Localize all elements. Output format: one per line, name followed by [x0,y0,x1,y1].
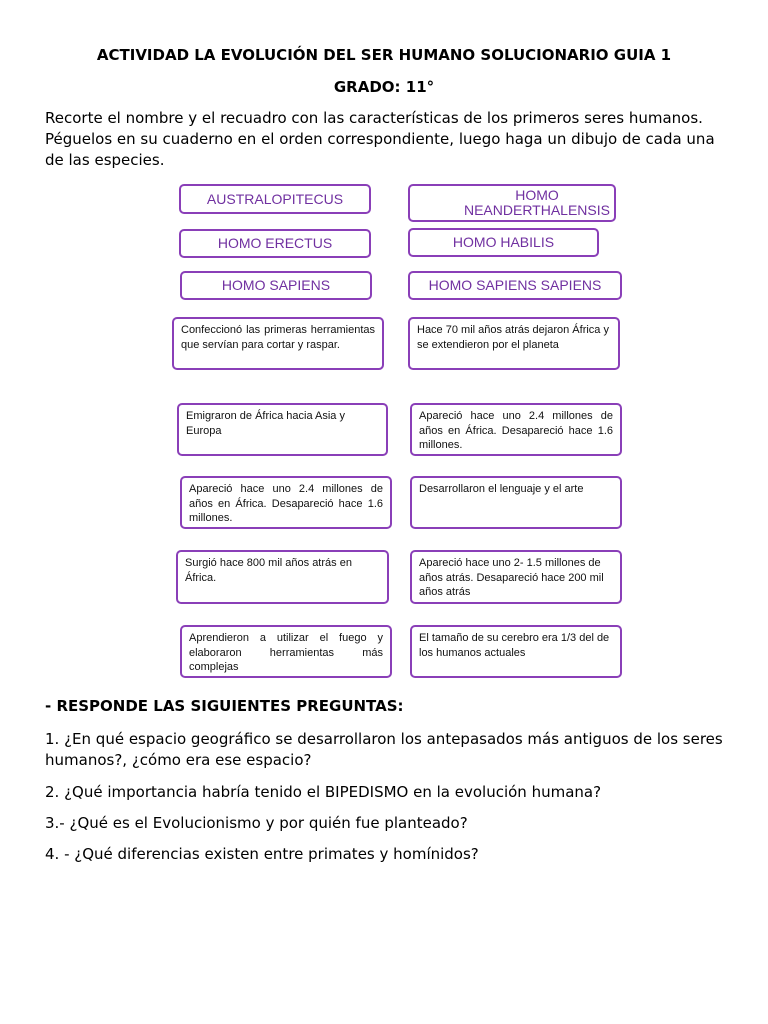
characteristic-card: Apareció hace uno 2.4 millones de años en África. Desapareció hace 1.6 millones. [410,403,622,456]
characteristic-card: Emigraron de África hacia Asia y Europa [177,403,388,456]
characteristic-card: Confeccionó las primeras herramientas que servían para cortar y raspar. [172,317,384,370]
question-item: 3.- ¿Qué es el Evolucionismo y por quién fue planteado? [45,814,468,832]
species-card-homo-sapiens: HOMO SAPIENS [180,271,372,300]
characteristic-card: Aprendieron a utilizar el fuego y elaboraron herramientas más complejas [180,625,392,678]
questions-heading: - RESPONDE LAS SIGUIENTES PREGUNTAS: [45,697,404,715]
characteristic-card: El tamaño de su cerebro era 1/3 del de los humanos actuales [410,625,622,678]
characteristic-card: Desarrollaron el lenguaje y el arte [410,476,622,529]
question-item: 1. ¿En qué espacio geográfico se desarrollaron los antepasados más antiguos de los seres humanos?, ¿cómo era ese espacio? [45,730,723,769]
species-card-australopitecus: AUSTRALOPITECUS [179,184,371,214]
question-item: 2. ¿Qué importancia habría tenido el BIPEDISMO en la evolución humana? [45,783,602,801]
characteristic-card: Hace 70 mil años atrás dejaron África y se extendieron por el planeta [408,317,620,370]
question-item: 4. - ¿Qué diferencias existen entre primates y homínidos? [45,845,479,863]
document-title: ACTIVIDAD LA EVOLUCIÓN DEL SER HUMANO SOLUCIONARIO GUIA 1 [96,46,672,64]
species-card-homo-sapiens-sapiens: HOMO SAPIENS SAPIENS [408,271,622,300]
characteristic-card: Surgió hace 800 mil años atrás en África. [176,550,389,604]
species-card-homo-habilis: HOMO HABILIS [408,228,599,257]
characteristic-card: Apareció hace uno 2- 1.5 millones de años atrás. Desapareció hace 200 mil años atrás [410,550,622,604]
instructions-paragraph: Recorte el nombre y el recuadro con las características de los primeros seres humanos. Péguelos en su cuaderno en el orden correspondiente, luego haga un dibujo de cada una de las especies. [45,109,715,169]
grade-label: GRADO: 11° [333,78,435,96]
characteristic-card: Apareció hace uno 2.4 millones de años en África. Desapareció hace 1.6 millones. [180,476,392,529]
species-card-homo-neanderthalensis: HOMO NEANDERTHALENSIS [408,184,616,222]
species-card-homo-erectus: HOMO ERECTUS [179,229,371,258]
